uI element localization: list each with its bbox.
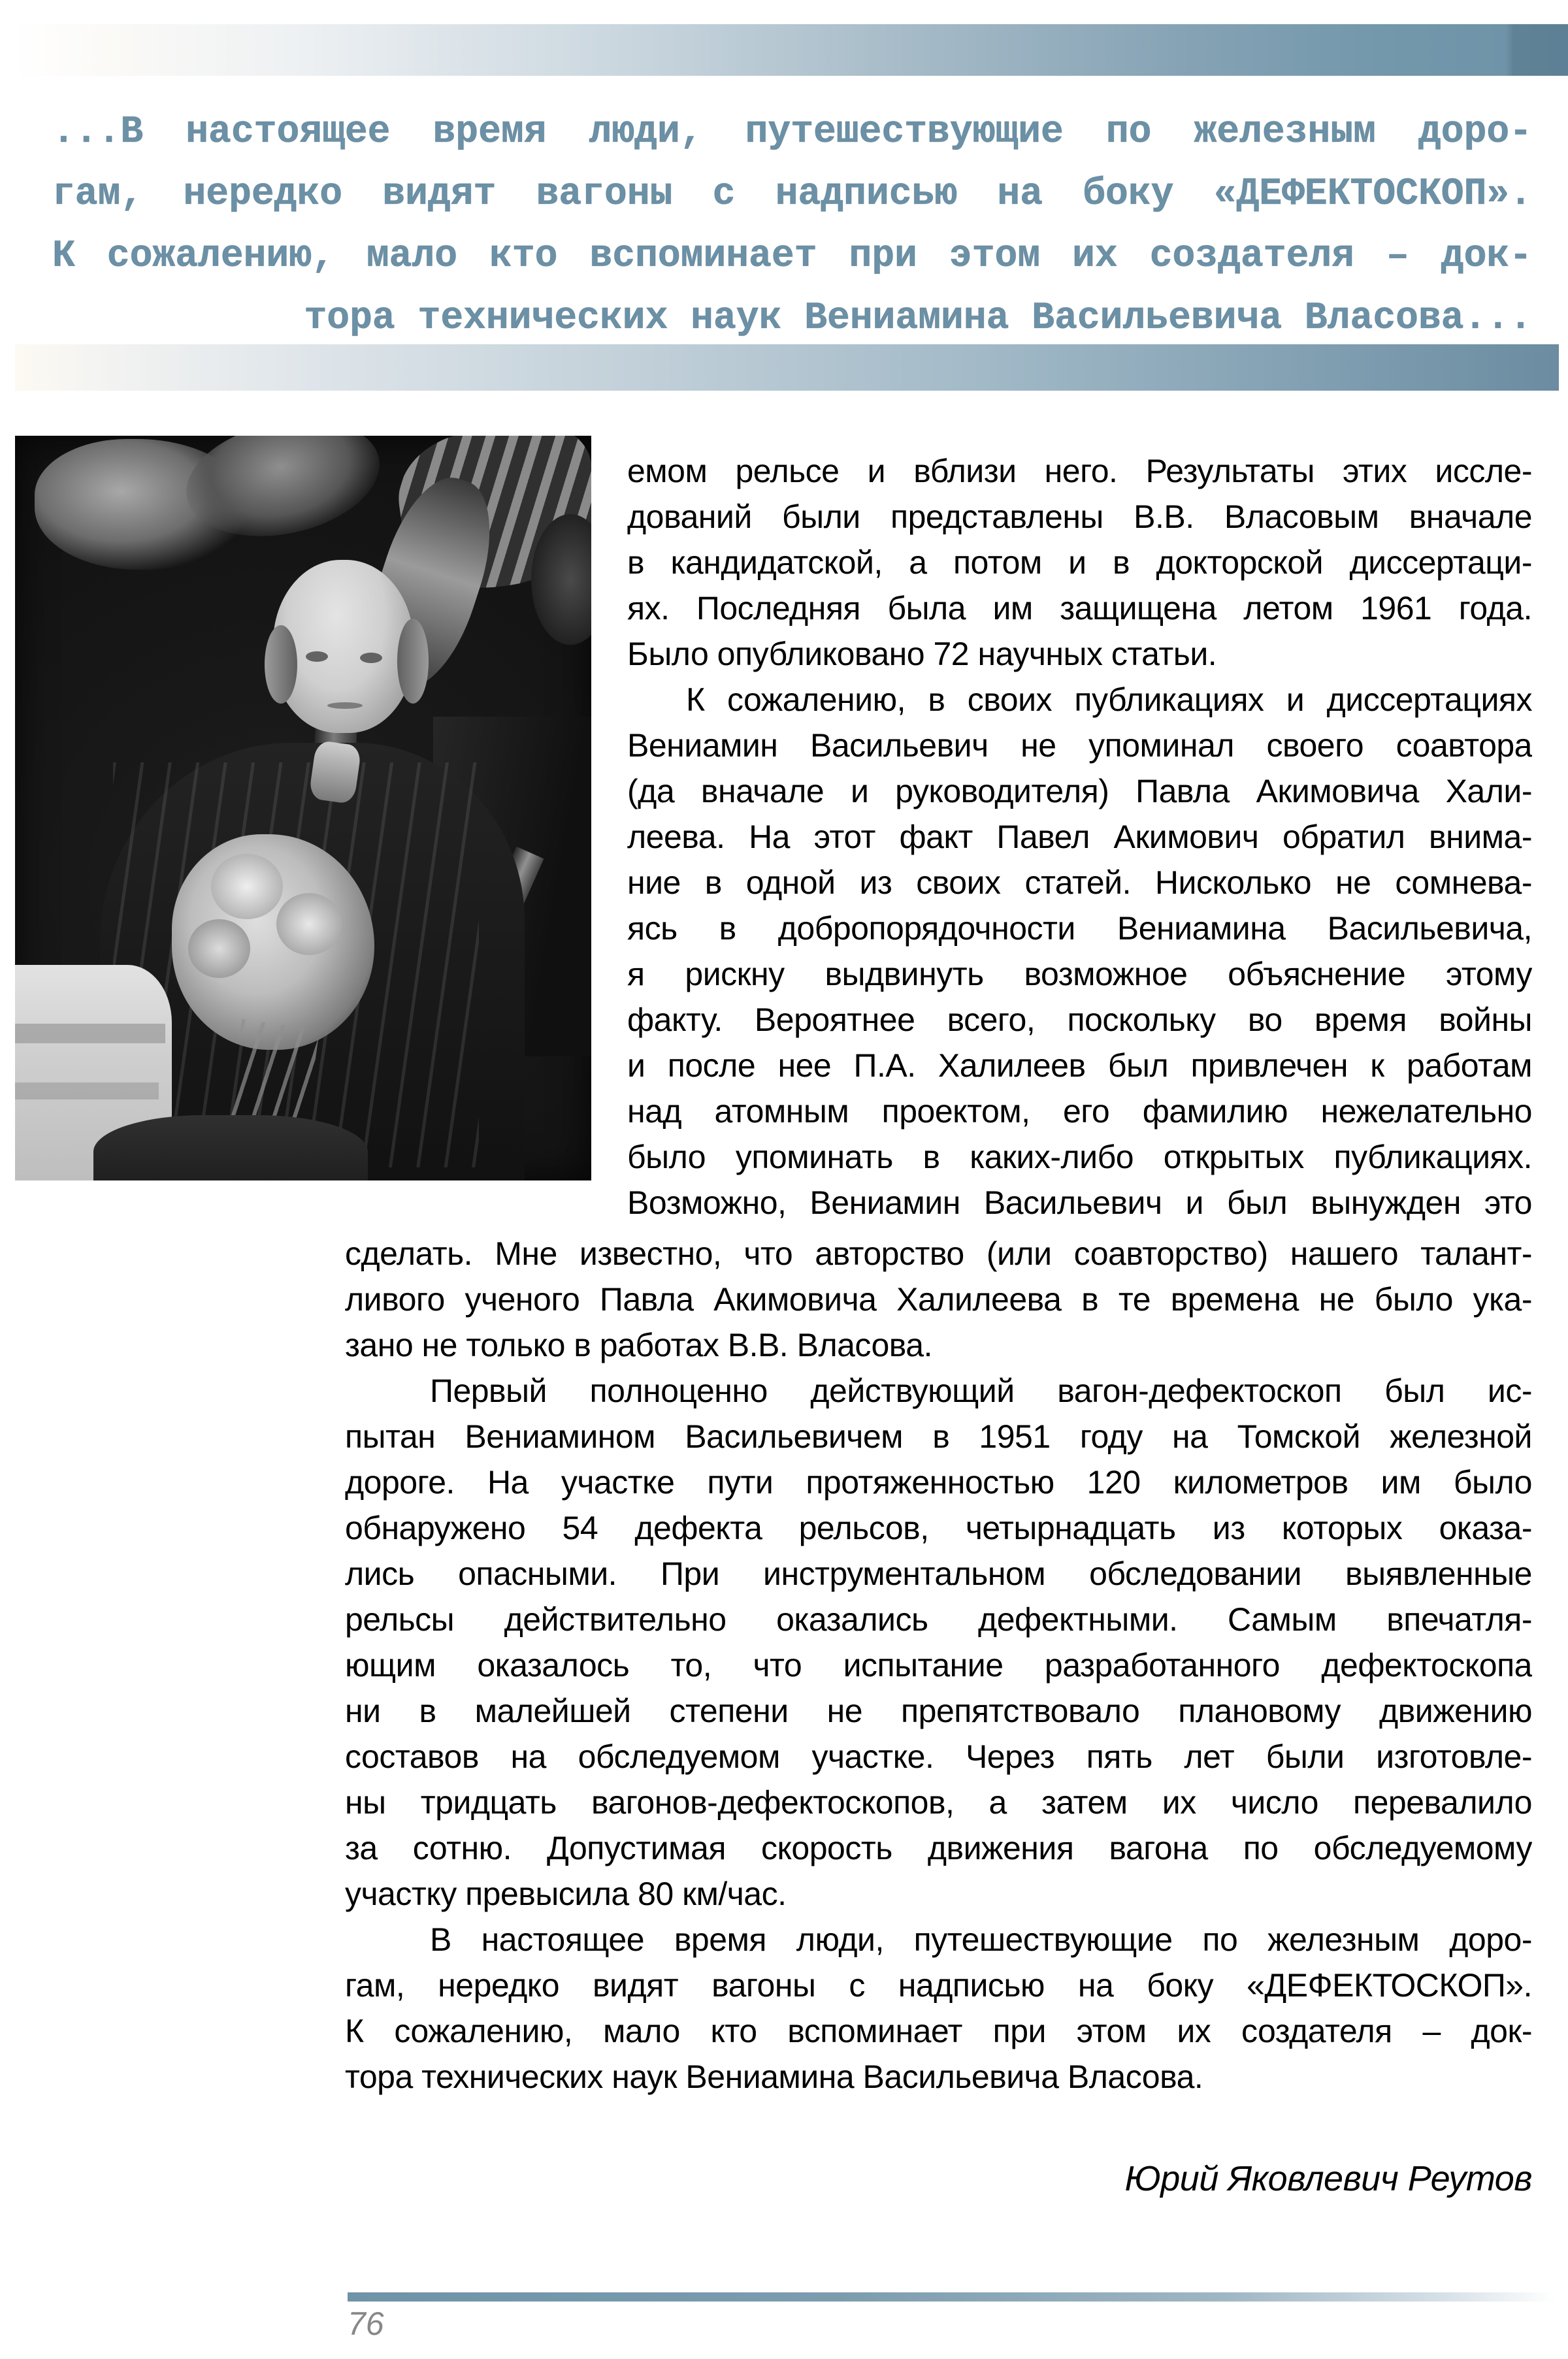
article-column xyxy=(627,448,1532,1226)
article-line: дороге. На участке пути протяженностью 120 километров им было xyxy=(345,1464,1532,1501)
photo-hair xyxy=(265,625,297,704)
article-line: леева. На этот факт Павел Акимович обратил внима- xyxy=(627,819,1532,855)
photo-hair xyxy=(397,619,429,704)
article-line: пытан Вениамином Васильевичем в 1951 году на Томской железной xyxy=(345,1418,1532,1455)
article-line: факту. Вероятнее всего, поскольку во время войны xyxy=(627,1001,1532,1038)
epigraph-line: тора технических наук Вениамина Васильевича Власова... xyxy=(304,297,1532,340)
article-line: Вениамин Васильевич не упоминал своего соавтора xyxy=(627,727,1532,764)
article-line: составов на обследуемом участке. Через пять лет были изготовле- xyxy=(345,1738,1532,1775)
article-line: емом рельсе и вблизи него. Результаты этих иссле- xyxy=(627,453,1532,489)
article-line: за сотню. Допустимая скорость движения вагона по обследуемому xyxy=(345,1830,1532,1866)
page-number: 76 xyxy=(348,2305,384,2342)
article-line: ясь в добропорядочности Вениамина Васильевича, xyxy=(627,910,1532,947)
article-line: ны тридцать вагонов-дефектоскопов, а затем их число перевалило xyxy=(345,1784,1532,1821)
author-signature: Юрий Яковлевич Реутов xyxy=(1124,2159,1532,2198)
photo-white-chair-slat xyxy=(15,1024,165,1043)
epigraph-line: К сожалению, мало кто вспоминает при этом их создателя – док- xyxy=(52,235,1532,278)
article-line: тора технических наук Вениамина Васильевича Власова. xyxy=(345,2058,1203,2095)
photo-mouth xyxy=(327,702,363,709)
article-line: К сожалению, мало кто вспоминает при этом их создателя – док- xyxy=(345,2013,1532,2049)
article-line: Возможно, Вениамин Васильевич и был вынужден это xyxy=(627,1184,1532,1221)
epigraph xyxy=(52,101,1532,350)
article-line: зано не только в работах В.В. Власова. xyxy=(345,1327,932,1363)
photo-flower xyxy=(211,854,283,919)
article-line: над атомным проектом, его фамилию нежелательно xyxy=(627,1093,1532,1130)
top-gradient-bar xyxy=(13,24,1568,76)
article-line: участку превысила 80 км/час. xyxy=(345,1876,787,1912)
article-body xyxy=(345,1231,1532,2100)
article-line: ние в одной из своих статей. Нисколько не сомнева- xyxy=(627,864,1532,901)
article-line: рельсы действительно оказались дефектными. Самым впечатля- xyxy=(345,1601,1532,1638)
article-line: сделать. Мне известно, что авторство (или соавторство) нашего талант- xyxy=(345,1235,1532,1272)
article-line: ющим оказалось то, что испытание разработанного дефектоскопа xyxy=(345,1647,1532,1684)
article-line: ливого ученого Павла Акимовича Халилеева в те времена не было ука- xyxy=(345,1281,1532,1318)
article-line: было упоминать в каких-либо открытых публикациях. xyxy=(627,1139,1532,1175)
photo-man-knees xyxy=(93,1115,368,1180)
photo-flower xyxy=(276,893,342,955)
article-line: Было опубликовано 72 научных статьи. xyxy=(627,636,1217,672)
epigraph-line: гам, нередко видят вагоны с надписью на боку «ДЕФЕКТОСКОП». xyxy=(52,173,1532,216)
article-line: К сожалению, в своих публикациях и диссертациях xyxy=(686,681,1532,718)
article-line: дований были представлены В.В. Власовым вначале xyxy=(627,498,1532,535)
article-line: (да вначале и руководителя) Павла Акимовича Хали- xyxy=(627,773,1532,809)
photo-eye xyxy=(360,653,382,663)
photo-flower xyxy=(188,919,250,978)
article-line: ях. Последняя была им защищена летом 1961 года. xyxy=(627,590,1532,626)
article-line: в кандидатской, а потом и в докторской диссертаци- xyxy=(627,544,1532,581)
article-line: и после нее П.А. Халилеев был привлечен к работам xyxy=(627,1047,1532,1084)
divider-gradient-bar xyxy=(15,344,1559,391)
epigraph-line: ...В настоящее время люди, путешествующие по железным доро- xyxy=(52,111,1532,154)
article-line: Первый полноценно действующий вагон-дефектоскоп был ис- xyxy=(430,1373,1532,1409)
photo-white-chair-slat xyxy=(15,1082,159,1099)
footer-bar xyxy=(348,2292,1568,2302)
portrait-photo xyxy=(15,436,591,1180)
article-line: лись опасными. При инструментальном обследовании выявленные xyxy=(345,1555,1532,1592)
article-line: я рискну выдвинуть возможное объяснение этому xyxy=(627,956,1532,992)
article-line: гам, нередко видят вагоны с надписью на боку «ДЕФЕКТОСКОП». xyxy=(345,1967,1532,2004)
photo-eye xyxy=(306,651,328,662)
article-line: В настоящее время люди, путешествующие по железным доро- xyxy=(430,1921,1532,1958)
article-line: обнаружено 54 дефекта рельсов, четырнадцать из которых оказа- xyxy=(345,1510,1532,1546)
article-line: ни в малейшей степени не препятствовало плановому движению xyxy=(345,1693,1532,1729)
